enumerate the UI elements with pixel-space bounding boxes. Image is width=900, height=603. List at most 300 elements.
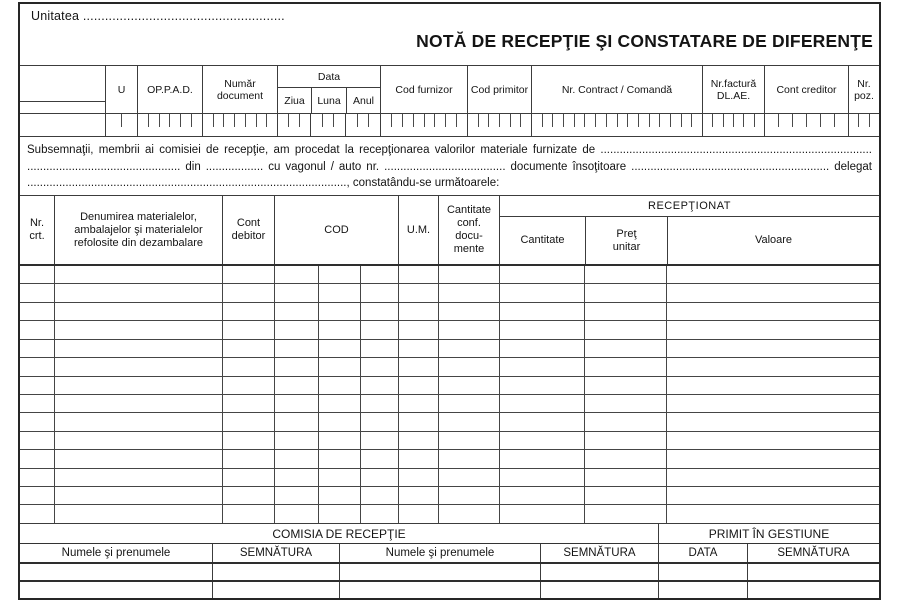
tick-cell: [202, 114, 277, 136]
info-col-data-group: [277, 66, 380, 113]
tick-mark: [584, 114, 585, 127]
table-cell: [584, 487, 666, 504]
receptionat-subcolumns: [500, 217, 879, 264]
info-col-oppad: OP.P.A.D.: [137, 66, 202, 113]
materials-table-header: [20, 196, 879, 266]
table-cell: [20, 487, 54, 504]
table-cell: [438, 284, 499, 301]
tick-mark: [574, 114, 575, 127]
table-row: [20, 413, 879, 431]
table-cell: [584, 432, 666, 449]
table-cell: [54, 266, 222, 283]
tick-mark: [563, 114, 564, 127]
col-denumire: [54, 196, 222, 264]
table-cell: [20, 377, 54, 394]
table-cell: [398, 395, 438, 412]
table-cell: [54, 303, 222, 320]
table-cell: [438, 413, 499, 430]
tick-mark: [391, 114, 392, 127]
label-line: document: [216, 89, 264, 102]
table-cell: [398, 303, 438, 320]
table-cell: [54, 413, 222, 430]
tick-cell: [105, 114, 137, 136]
tick-mark: [299, 114, 300, 127]
table-cell: [398, 358, 438, 375]
table-cell: [274, 340, 318, 357]
table-cell: [318, 432, 360, 449]
tick-mark: [266, 114, 267, 127]
info-col-luna: Luna: [311, 88, 346, 113]
table-cell: [274, 505, 318, 522]
tick-mark: [858, 114, 859, 127]
table-cell: [398, 340, 438, 357]
intro-line-3: ...................................................................................................., constatându-se următoarele:: [27, 177, 500, 189]
col-data: DATA: [658, 544, 747, 562]
signature-cell: [20, 564, 212, 580]
character-boxes-row: [20, 114, 879, 136]
signatures-group-headers: [20, 524, 879, 544]
table-cell: [398, 321, 438, 338]
table-cell: [499, 432, 584, 449]
divider: [20, 101, 105, 102]
table-cell: [274, 284, 318, 301]
table-cell: [398, 284, 438, 301]
label-line: ambalajelor şi materialelor: [74, 223, 203, 236]
table-cell: [360, 303, 398, 320]
label-line: conf.: [457, 217, 481, 229]
table-cell: [54, 432, 222, 449]
table-cell: [318, 505, 360, 522]
unitatea-label: Unitatea .......................................................: [31, 9, 285, 23]
info-col-cod-primitor: Cod primitor: [467, 66, 531, 113]
table-cell: [20, 450, 54, 467]
tick-mark: [288, 114, 289, 127]
table-cell: [318, 395, 360, 412]
signature-cell: [540, 582, 658, 598]
table-cell: [499, 469, 584, 486]
col-pret-unitar: [585, 217, 667, 264]
table-cell: [318, 358, 360, 375]
tick-cell: [764, 114, 848, 136]
tick-mark: [806, 114, 807, 127]
table-cell: [54, 505, 222, 522]
table-cell: [499, 450, 584, 467]
tick-cell: [380, 114, 467, 136]
tick-cell: [137, 114, 202, 136]
signature-cell: [212, 582, 339, 598]
intro-line-2: ................................................ din .................. cu vagonul / auto nr. ...................................... documente însoţitoare .............................................................. delegat: [27, 160, 872, 173]
tick-mark: [434, 114, 435, 127]
tick-mark: [245, 114, 246, 127]
label-line: Număr: [224, 77, 256, 90]
tick-mark: [445, 114, 446, 127]
table-cell: [438, 377, 499, 394]
table-row: [20, 321, 879, 339]
label-line: mente: [453, 243, 485, 255]
table-cell: [20, 340, 54, 357]
col-cod: COD: [274, 196, 398, 264]
tick-mark: [743, 114, 744, 127]
table-cell: [274, 303, 318, 320]
table-cell: [666, 487, 879, 504]
table-cell: [222, 358, 274, 375]
table-cell: [584, 358, 666, 375]
tick-cell: [531, 114, 702, 136]
tick-mark: [402, 114, 403, 127]
table-cell: [222, 395, 274, 412]
table-cell: [274, 266, 318, 283]
tick-mark: [234, 114, 235, 127]
table-cell: [222, 413, 274, 430]
table-cell: [584, 450, 666, 467]
tick-mark: [638, 114, 639, 127]
table-cell: [360, 432, 398, 449]
table-cell: [222, 432, 274, 449]
label-line: debitor: [231, 230, 266, 242]
table-cell: [438, 321, 499, 338]
tick-mark: [649, 114, 650, 127]
info-col-u: U: [105, 66, 137, 113]
table-row: [20, 469, 879, 487]
table-cell: [222, 284, 274, 301]
table-cell: [20, 284, 54, 301]
label-line: DL.AE.: [716, 89, 751, 102]
tick-mark: [169, 114, 170, 127]
tick-mark: [754, 114, 755, 127]
table-cell: [274, 487, 318, 504]
table-cell: [584, 303, 666, 320]
table-cell: [584, 266, 666, 283]
tick-mark: [659, 114, 660, 127]
table-cell: [666, 432, 879, 449]
table-cell: [20, 395, 54, 412]
table-cell: [666, 303, 879, 320]
table-cell: [398, 432, 438, 449]
table-cell: [666, 450, 879, 467]
table-cell: [20, 505, 54, 522]
table-cell: [499, 505, 584, 522]
table-cell: [20, 303, 54, 320]
tick-cell: [20, 114, 105, 136]
info-col-blank: [20, 66, 105, 113]
col-cont-debitor: [222, 196, 274, 264]
table-cell: [54, 450, 222, 467]
label-line: Nr.: [29, 217, 45, 229]
tick-cell: [848, 114, 879, 136]
table-cell: [20, 432, 54, 449]
tick-mark: [333, 114, 334, 127]
table-cell: [499, 303, 584, 320]
table-cell: [666, 266, 879, 283]
tick-mark: [834, 114, 835, 127]
table-cell: [666, 469, 879, 486]
table-cell: [499, 395, 584, 412]
page-title: NOTĂ DE RECEPŢIE ŞI CONSTATARE DE DIFERENŢE: [416, 31, 873, 51]
table-cell: [438, 303, 499, 320]
table-cell: [318, 450, 360, 467]
table-cell: [666, 284, 879, 301]
signatures-section: [20, 523, 879, 598]
table-cell: [438, 487, 499, 504]
tick-mark: [595, 114, 596, 127]
table-row: [20, 450, 879, 468]
table-cell: [222, 450, 274, 467]
table-cell: [584, 413, 666, 430]
signature-row: [20, 564, 879, 582]
table-cell: [318, 413, 360, 430]
label-line: Preţ: [616, 227, 637, 240]
tick-mark: [413, 114, 414, 127]
table-cell: [666, 321, 879, 338]
table-cell: [20, 413, 54, 430]
table-cell: [54, 321, 222, 338]
table-cell: [318, 284, 360, 301]
tick-mark: [670, 114, 671, 127]
tick-mark: [792, 114, 793, 127]
table-cell: [222, 321, 274, 338]
table-row: [20, 303, 879, 321]
table-cell: [438, 358, 499, 375]
data-subcolumns: [278, 88, 380, 113]
tick-mark: [499, 114, 500, 127]
tick-cell: [467, 114, 531, 136]
table-row: [20, 266, 879, 284]
table-cell: [666, 413, 879, 430]
table-cell: [222, 505, 274, 522]
signature-cell: [747, 564, 879, 580]
table-cell: [54, 469, 222, 486]
label-line: docu-: [455, 230, 483, 242]
table-cell: [222, 377, 274, 394]
table-cell: [584, 505, 666, 522]
tick-mark: [723, 114, 724, 127]
col-nume-2: Numele şi prenumele: [339, 544, 540, 562]
table-cell: [398, 487, 438, 504]
info-header-row: [20, 66, 879, 114]
tick-mark: [478, 114, 479, 127]
table-cell: [360, 377, 398, 394]
signature-cell: [658, 564, 747, 580]
table-cell: [318, 321, 360, 338]
table-cell: [274, 450, 318, 467]
tick-mark: [691, 114, 692, 127]
table-cell: [584, 377, 666, 394]
tick-mark: [159, 114, 160, 127]
info-col-nr-poz: [848, 66, 879, 113]
table-cell: [666, 340, 879, 357]
signature-cell: [658, 582, 747, 598]
label-line: Denumirea materialelor,: [80, 210, 197, 223]
tick-mark: [213, 114, 214, 127]
tick-mark: [733, 114, 734, 127]
info-col-anul: Anul: [346, 88, 380, 113]
table-cell: [398, 450, 438, 467]
table-cell: [584, 340, 666, 357]
primit-header: PRIMIT ÎN GESTIUNE: [658, 524, 879, 543]
tick-cell: [702, 114, 764, 136]
info-col-data: Data: [278, 66, 380, 88]
table-row: [20, 377, 879, 395]
tick-mark: [488, 114, 489, 127]
col-valoare: Valoare: [667, 217, 879, 264]
col-receptionat-group: [499, 196, 879, 264]
table-cell: [54, 340, 222, 357]
tick-mark: [712, 114, 713, 127]
table-cell: [499, 340, 584, 357]
intro-line-1: Subsemnaţii, membrii ai comisiei de recepţie, am procedat la recepţionarea valorilor materiale furnizate de .....................................................................................: [27, 144, 872, 156]
tick-mark: [424, 114, 425, 127]
tick-mark: [456, 114, 457, 127]
col-cantitate-conf: [438, 196, 499, 264]
tick-mark: [606, 114, 607, 127]
table-cell: [318, 303, 360, 320]
label-line: poz.: [854, 89, 874, 102]
table-cell: [360, 358, 398, 375]
table-cell: [438, 505, 499, 522]
tick-mark: [368, 114, 369, 127]
table-cell: [360, 395, 398, 412]
label-line: Nr.: [857, 77, 871, 90]
signature-cell: [339, 582, 540, 598]
tick-cell: [345, 114, 380, 136]
table-cell: [54, 487, 222, 504]
col-receptionat: RECEPŢIONAT: [500, 196, 879, 217]
tick-mark: [778, 114, 779, 127]
col-cantitate: Cantitate: [520, 234, 565, 246]
tick-cell: [310, 114, 345, 136]
label-line: unitar: [612, 240, 641, 253]
reception-note-form: [18, 2, 881, 600]
table-cell: [666, 358, 879, 375]
tick-mark: [510, 114, 511, 127]
tick-mark: [121, 114, 122, 127]
table-cell: [360, 505, 398, 522]
tick-mark: [357, 114, 358, 127]
table-cell: [20, 469, 54, 486]
label-line: Cont: [236, 217, 261, 229]
table-cell: [499, 413, 584, 430]
table-cell: [20, 266, 54, 283]
tick-mark: [322, 114, 323, 127]
comisia-header: COMISIA DE RECEPŢIE: [272, 526, 406, 541]
table-cell: [584, 284, 666, 301]
tick-mark: [223, 114, 224, 127]
tick-mark: [627, 114, 628, 127]
table-cell: [499, 321, 584, 338]
signatures-column-labels: [20, 544, 879, 564]
tick-mark: [180, 114, 181, 127]
tick-mark: [148, 114, 149, 127]
table-row: [20, 505, 879, 522]
table-cell: [499, 266, 584, 283]
tick-mark: [520, 114, 521, 127]
table-row: [20, 284, 879, 302]
table-cell: [438, 469, 499, 486]
col-nr-crt: [20, 196, 54, 264]
table-cell: [318, 340, 360, 357]
col-nume-1: Numele şi prenumele: [61, 547, 171, 559]
table-cell: [222, 266, 274, 283]
table-cell: [274, 413, 318, 430]
tick-mark: [542, 114, 543, 127]
table-cell: [499, 487, 584, 504]
table-cell: [318, 377, 360, 394]
table-cell: [274, 321, 318, 338]
signature-cell: [747, 582, 879, 598]
table-cell: [54, 377, 222, 394]
tick-mark: [256, 114, 257, 127]
tick-mark: [869, 114, 870, 127]
table-cell: [274, 395, 318, 412]
tick-cell: [277, 114, 310, 136]
info-col-factura: [702, 66, 764, 113]
materials-table-body: [20, 266, 879, 523]
table-cell: [222, 303, 274, 320]
table-cell: [398, 266, 438, 283]
table-cell: [318, 266, 360, 283]
intro-paragraph: [20, 137, 879, 195]
table-cell: [222, 340, 274, 357]
table-cell: [666, 505, 879, 522]
table-cell: [360, 469, 398, 486]
table-cell: [438, 432, 499, 449]
tick-mark: [617, 114, 618, 127]
info-col-contract: Nr. Contract / Comandă: [531, 66, 702, 113]
table-cell: [584, 321, 666, 338]
table-row: [20, 340, 879, 358]
signature-row: [20, 582, 879, 598]
label-line: refolosite din dezambalare: [73, 236, 204, 249]
table-cell: [499, 377, 584, 394]
label-line: Cantitate: [446, 204, 492, 216]
tick-mark: [681, 114, 682, 127]
table-cell: [360, 487, 398, 504]
col-semnatura-3: SEMNĂTURA: [747, 544, 879, 562]
table-cell: [438, 395, 499, 412]
table-cell: [360, 413, 398, 430]
table-cell: [438, 266, 499, 283]
table-cell: [360, 450, 398, 467]
table-cell: [499, 284, 584, 301]
signature-cell: [212, 564, 339, 580]
col-um: U.M.: [398, 196, 438, 264]
tick-mark: [820, 114, 821, 127]
table-cell: [584, 395, 666, 412]
info-col-cont-creditor: Cont creditor: [764, 66, 848, 113]
materials-table: [20, 195, 879, 523]
signature-cell: [20, 582, 212, 598]
table-cell: [318, 487, 360, 504]
document-info-table: [20, 65, 879, 137]
table-cell: [54, 358, 222, 375]
table-cell: [398, 377, 438, 394]
table-cell: [584, 469, 666, 486]
table-cell: [360, 340, 398, 357]
table-cell: [274, 432, 318, 449]
col-semnatura-2: SEMNĂTURA: [540, 544, 658, 562]
table-row: [20, 395, 879, 413]
table-cell: [222, 469, 274, 486]
info-col-cod-furnizor: Cod furnizor: [380, 66, 467, 113]
table-row: [20, 432, 879, 450]
table-cell: [20, 358, 54, 375]
table-cell: [666, 395, 879, 412]
info-col-numar-document: [202, 66, 277, 113]
table-cell: [274, 469, 318, 486]
signature-cell: [339, 564, 540, 580]
tick-mark: [191, 114, 192, 127]
table-cell: [274, 377, 318, 394]
